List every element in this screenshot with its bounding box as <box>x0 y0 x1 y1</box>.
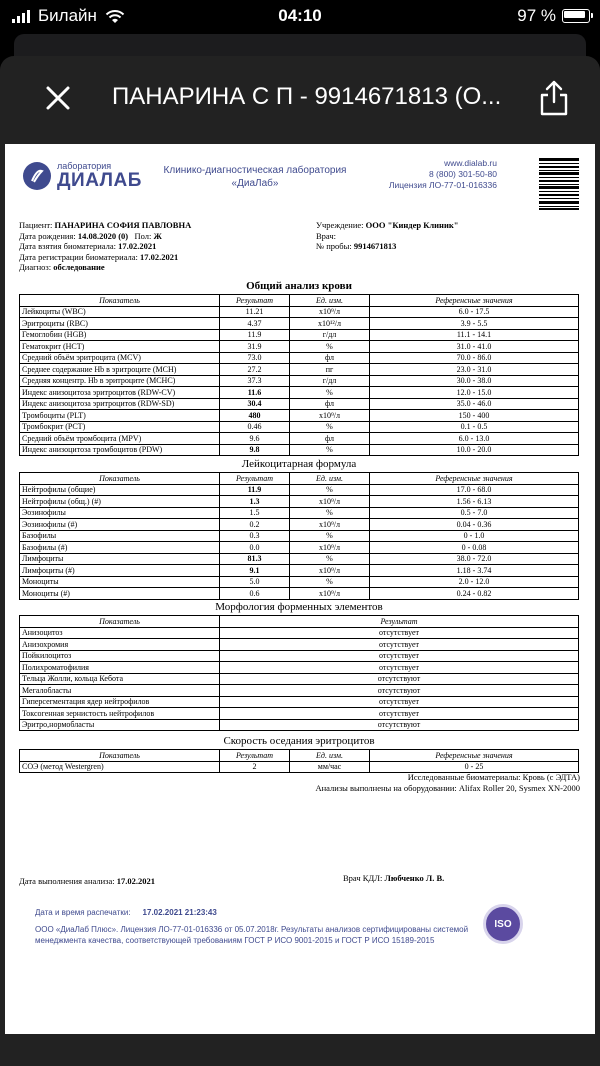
cell-ref: 3.9 - 5.5 <box>370 318 579 330</box>
lab-website: www.dialab.ru <box>444 158 497 168</box>
col-unit: Ед. изм. <box>290 750 370 762</box>
cell-ref: 31.0 - 41.0 <box>370 341 579 353</box>
lab-license: Лицензия ЛО-77-01-016336 <box>388 180 497 190</box>
lab-logo <box>23 162 142 190</box>
cell-value: 0.0 <box>220 542 290 554</box>
cell-ref: 6.0 - 17.5 <box>370 306 579 318</box>
table-row <box>20 662 579 674</box>
cell-value: 0.46 <box>220 421 290 433</box>
table-row <box>20 761 579 773</box>
col-result: Результат <box>220 295 290 307</box>
cell-unit: г/дл <box>290 329 370 341</box>
cell-name: Моноциты (#) <box>20 588 220 600</box>
cell-ref: 11.1 - 14.1 <box>370 329 579 341</box>
table-row <box>20 708 579 720</box>
patient-name: ПАНАРИНА СОФИЯ ПАВЛОВНА <box>54 220 192 230</box>
table-row <box>20 553 579 565</box>
cell-unit: мм/час <box>290 761 370 773</box>
table-row <box>20 410 579 422</box>
cell-ref: 0.04 - 0.36 <box>370 519 579 531</box>
table-row <box>20 329 579 341</box>
cell-unit: % <box>290 484 370 496</box>
cell-name: Эозинофилы (#) <box>20 519 220 531</box>
cell-unit: x10⁹/л <box>290 588 370 600</box>
document-title: ПАНАРИНА С П - 9914671813 (О... <box>112 83 502 110</box>
cell-name: Нейтрофилы (общие) <box>20 484 220 496</box>
logo-icon <box>23 162 51 190</box>
cell-value: отсутствует <box>220 639 579 651</box>
cell-ref: 1.18 - 3.74 <box>370 565 579 577</box>
cell-name: Лимфоциты <box>20 553 220 565</box>
table-row <box>20 507 579 519</box>
lab-doctor: Врач КДЛ: Любченко Л. В. <box>343 873 445 883</box>
table-row <box>20 542 579 554</box>
table-row <box>20 352 579 364</box>
cell-unit: г/дл <box>290 375 370 387</box>
cell-name: Индекс анизоцитоза тромбоцитов (PDW) <box>20 444 220 456</box>
table-row <box>20 650 579 662</box>
table-row <box>20 588 579 600</box>
table-row <box>20 444 579 456</box>
table-row <box>20 565 579 577</box>
cell-name: Анизоцитоз <box>20 627 220 639</box>
cell-ref: 0.5 - 7.0 <box>370 507 579 519</box>
cell-name: Токсогенная зернистость нейтрофилов <box>20 708 220 720</box>
cell-value: 27.2 <box>220 364 290 376</box>
biomaterial-note: Исследованные биоматериалы: Кровь (с ЭДТА) <box>407 772 580 782</box>
cell-value: 11.6 <box>220 387 290 399</box>
table-row <box>20 318 579 330</box>
logo-big-text: ДИАЛАБ <box>57 170 142 191</box>
cell-value: 9.8 <box>220 444 290 456</box>
table-row <box>20 685 579 697</box>
cell-name: Базофилы <box>20 530 220 542</box>
cell-name: Средний объём эритроцита (MCV) <box>20 352 220 364</box>
license-statement: ООО «ДиаЛаб Плюс». Лицензия ЛО-77-01-016336 от 05.07.2018г. Результаты анализов сертифицированы системой менеджмента качества, соответствующей требованиям ГОСТ Р ИСО 9001-2015 и ГОСТ Р ИСО 15189-2015 <box>35 925 469 945</box>
table-row <box>20 306 579 318</box>
table-row <box>20 696 579 708</box>
cell-unit: фл <box>290 398 370 410</box>
cell-value: 73.0 <box>220 352 290 364</box>
cell-ref: 1.56 - 6.13 <box>370 496 579 508</box>
col-ref: Референсные значения <box>370 295 579 307</box>
cell-ref: 150 - 400 <box>370 410 579 422</box>
cell-name: Гемоглобин (HGB) <box>20 329 220 341</box>
cell-ref: 12.0 - 15.0 <box>370 387 579 399</box>
lab-phone: 8 (800) 301-50-80 <box>428 169 497 179</box>
cell-unit: x10⁹/л <box>290 542 370 554</box>
cell-ref: 2.0 - 12.0 <box>370 576 579 588</box>
cell-value: 31.9 <box>220 341 290 353</box>
cell-value: 5.0 <box>220 576 290 588</box>
cell-name: Гематокрит (HCT) <box>20 341 220 353</box>
cell-unit: x10⁹/л <box>290 410 370 422</box>
table-row <box>20 496 579 508</box>
leuko-table <box>19 472 579 600</box>
table-row <box>20 341 579 353</box>
cell-name: Лимфоциты (#) <box>20 565 220 577</box>
col-param: Показатель <box>20 295 220 307</box>
cell-name: Мегалобласты <box>20 685 220 697</box>
cell-name: Гиперсегментация ядер нейтрофилов <box>20 696 220 708</box>
esr-table <box>19 749 579 773</box>
col-result: Результат <box>220 473 290 485</box>
col-ref: Референсные значения <box>370 750 579 762</box>
cell-name: Средний объём тромбоцита (MPV) <box>20 433 220 445</box>
cell-name: Средняя концентр. Hb в эритроците (MCHC) <box>20 375 220 387</box>
cell-ref: 35.0 - 46.0 <box>370 398 579 410</box>
cell-unit: фл <box>290 433 370 445</box>
cell-name: Тромбоциты (PLT) <box>20 410 220 422</box>
cell-name: Лейкоциты (WBC) <box>20 306 220 318</box>
cell-name: Моноциты <box>20 576 220 588</box>
battery-percent: 97 % <box>517 6 556 25</box>
close-icon[interactable] <box>40 80 76 116</box>
table-row <box>20 673 579 685</box>
cell-name: Полихроматофилия <box>20 662 220 674</box>
section-title-leuko: Лейкоцитарная формула <box>241 458 357 470</box>
cell-name: Пойкилоцитоз <box>20 650 220 662</box>
col-result: Результат <box>220 750 290 762</box>
col-param: Показатель <box>20 473 220 485</box>
clock: 04:10 <box>278 6 322 25</box>
iso-badge-icon: ISO <box>483 904 523 944</box>
cell-value: 4.37 <box>220 318 290 330</box>
cell-unit: пг <box>290 364 370 376</box>
cbc-table <box>19 294 579 456</box>
cell-ref: 0 - 25 <box>370 761 579 773</box>
col-unit: Ед. изм. <box>290 295 370 307</box>
cell-ref: 0.1 - 0.5 <box>370 421 579 433</box>
cell-name: Нейтрофилы (общ.) (#) <box>20 496 220 508</box>
cell-name: Анизохромия <box>20 639 220 651</box>
cell-value: 11.9 <box>220 484 290 496</box>
cell-value: 9.1 <box>220 565 290 577</box>
cell-unit: % <box>290 553 370 565</box>
table-row <box>20 387 579 399</box>
cell-value: 0.6 <box>220 588 290 600</box>
cell-value: отсутствует <box>220 662 579 674</box>
cell-name: Индекс анизоцитоза эритроцитов (RDW-CV) <box>20 387 220 399</box>
carrier-label: Билайн <box>38 6 97 25</box>
cell-name: Среднее содержание Hb в эритроците (MCH) <box>20 364 220 376</box>
barcode-icon <box>539 158 579 210</box>
sample-registered-date: 17.02.2021 <box>139 251 179 262</box>
cell-value: отсутствуют <box>220 719 579 731</box>
table-row <box>20 398 579 410</box>
col-param: Показатель <box>20 616 220 628</box>
nav-bar <box>0 56 600 142</box>
cell-unit: фл <box>290 352 370 364</box>
cell-ref: 10.0 - 20.0 <box>370 444 579 456</box>
table-row <box>20 519 579 531</box>
cell-name: Индекс анизоцитоза эритроцитов (RDW-SD) <box>20 398 220 410</box>
patient-info: Пациент: ПАНАРИНА СОФИЯ ПАВЛОВНА Дата рождения: 14.08.2020 (0) Пол: Ж Дата взятия биоматериала: 17.02.2021 Дата регистрации биоматериала: 17.02.2021 Диагноз: обследование <box>19 220 192 272</box>
cell-value: отсутствуют <box>220 673 579 685</box>
section-title-esr: Скорость оседания эритроцитов <box>223 735 375 747</box>
cell-unit: % <box>290 387 370 399</box>
institution: ООО "Киндер Клиник" <box>365 220 459 230</box>
lab-full-name: Клинико-диагностическая лаборатория <box>163 165 347 176</box>
cell-value: 2 <box>220 761 290 773</box>
table-row <box>20 627 579 639</box>
cell-name: Эозинофилы <box>20 507 220 519</box>
cell-value: 30.4 <box>220 398 290 410</box>
cell-value: 11.21 <box>220 306 290 318</box>
col-ref: Референсные значения <box>370 473 579 485</box>
cell-ref: 0 - 1.0 <box>370 530 579 542</box>
cell-ref: 38.0 - 72.0 <box>370 553 579 565</box>
cell-value: 1.5 <box>220 507 290 519</box>
cell-unit: x10⁹/л <box>290 565 370 577</box>
morph-table <box>19 615 579 731</box>
patient-dob: 14.08.2020 (0) <box>77 230 129 241</box>
cell-unit: x10⁹/л <box>290 306 370 318</box>
cell-unit: % <box>290 576 370 588</box>
analysis-date: Дата выполнения анализа: 17.02.2021 <box>19 876 155 886</box>
cell-name: Тельца Жолли, кольца Кебота <box>20 673 220 685</box>
cell-ref: 0 - 0.08 <box>370 542 579 554</box>
cell-value: отсутствует <box>220 696 579 708</box>
lab-short-name: «ДиаЛаб» <box>231 178 279 189</box>
cell-unit: % <box>290 421 370 433</box>
table-row <box>20 719 579 731</box>
section-title-morph: Морфология форменных элементов <box>215 601 383 613</box>
document-viewer <box>0 56 600 1066</box>
cell-unit: % <box>290 530 370 542</box>
table-row <box>20 375 579 387</box>
cell-ref: 23.0 - 31.0 <box>370 364 579 376</box>
cell-unit: x10⁹/л <box>290 496 370 508</box>
patient-sex: Ж <box>153 230 162 241</box>
table-row <box>20 639 579 651</box>
cell-ref: 6.0 - 13.0 <box>370 433 579 445</box>
cell-value: 37.3 <box>220 375 290 387</box>
sample-taken-date: 17.02.2021 <box>118 241 157 251</box>
cell-name: Базофилы (#) <box>20 542 220 554</box>
institution-info: Учреждение: ООО "Киндер Клиник" Врач: № пробы: 9914671813 <box>316 220 459 251</box>
sample-number: 9914671813 <box>353 241 397 251</box>
logo-small-text: лаборатория <box>57 161 112 171</box>
lab-report-page <box>5 144 595 1034</box>
col-unit: Ед. изм. <box>290 473 370 485</box>
cell-unit: x10¹²/л <box>290 318 370 330</box>
cell-value: 81.3 <box>220 553 290 565</box>
cell-value: 11.9 <box>220 329 290 341</box>
cell-value: 480 <box>220 410 290 422</box>
cell-value: 1.3 <box>220 496 290 508</box>
cell-value: 9.6 <box>220 433 290 445</box>
printed-datetime: Дата и время распечатки: 17.02.2021 21:23:43 <box>35 908 217 917</box>
diagnosis: обследование <box>53 262 105 272</box>
equipment-note: Анализы выполнены на оборудовании: Alifax Roller 20, Sysmex XN-2000 <box>315 783 580 793</box>
cell-ref: 70.0 - 86.0 <box>370 352 579 364</box>
cell-unit: % <box>290 444 370 456</box>
cell-name: Эритро,нормобласты <box>20 719 220 731</box>
cell-value: 0.3 <box>220 530 290 542</box>
doctor-label: Врач: <box>316 230 336 241</box>
col-param: Показатель <box>20 750 220 762</box>
table-row <box>20 364 579 376</box>
table-row <box>20 421 579 433</box>
cell-name: Эритроциты (RBC) <box>20 318 220 330</box>
section-title-cbc: Общий анализ крови <box>246 280 352 292</box>
table-row <box>20 484 579 496</box>
cell-value: отсутствует <box>220 627 579 639</box>
battery-icon <box>562 9 590 23</box>
cell-unit: x10⁹/л <box>290 519 370 531</box>
share-icon[interactable] <box>534 78 574 118</box>
cell-name: СОЭ (метод Westergren) <box>20 761 220 773</box>
table-row <box>20 576 579 588</box>
cell-unit: % <box>290 341 370 353</box>
table-row <box>20 530 579 542</box>
cell-ref: 30.0 - 38.0 <box>370 375 579 387</box>
table-row <box>20 433 579 445</box>
cell-value: отсутствует <box>220 650 579 662</box>
cell-ref: 17.0 - 68.0 <box>370 484 579 496</box>
cell-value: отсутствуют <box>220 685 579 697</box>
status-bar <box>0 0 600 32</box>
cell-value: 0.2 <box>220 519 290 531</box>
cell-unit: % <box>290 507 370 519</box>
cell-ref: 0.24 - 0.82 <box>370 588 579 600</box>
col-result: Результат <box>220 616 579 628</box>
cell-value: отсутствует <box>220 708 579 720</box>
cell-name: Тромбокрит (PCT) <box>20 421 220 433</box>
